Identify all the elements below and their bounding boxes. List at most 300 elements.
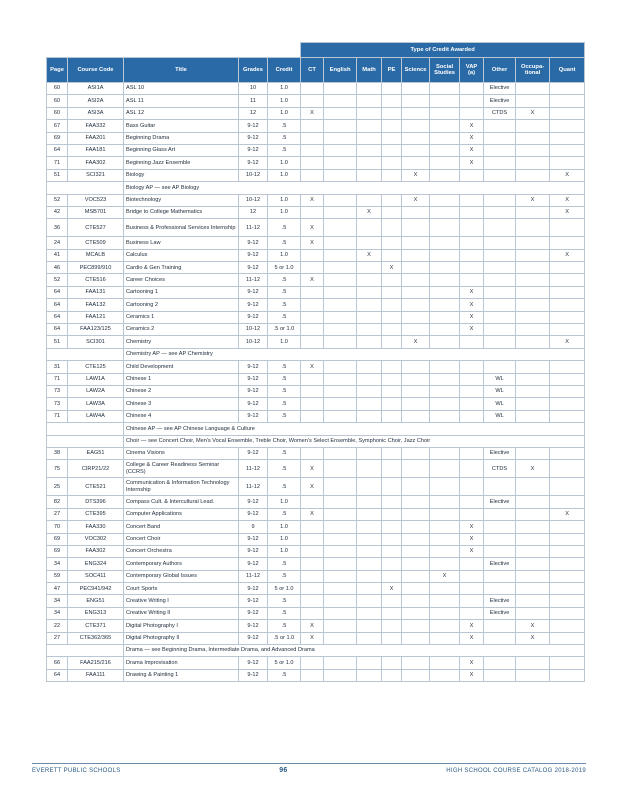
- table-cell: Cinema Visions: [124, 447, 239, 459]
- table-cell: [550, 669, 585, 681]
- table-cell: .5 or 1.0: [268, 324, 301, 336]
- table-cell: 1.0: [268, 206, 301, 218]
- table-cell: X: [301, 107, 324, 119]
- table-cell: [516, 570, 550, 582]
- table-cell: MSB701: [68, 206, 124, 218]
- table-cell: 70: [47, 521, 68, 533]
- table-cell: 9-12: [239, 286, 268, 298]
- table-cell: [382, 324, 402, 336]
- table-cell: 47: [47, 583, 68, 595]
- page-footer: [32, 767, 586, 774]
- table-cell: [382, 237, 402, 249]
- table-row: [47, 219, 585, 237]
- table-cell: ASL 11: [124, 95, 239, 107]
- table-cell: [430, 595, 460, 607]
- column-header: Page: [47, 58, 68, 83]
- table-cell: [382, 447, 402, 459]
- table-cell: [357, 299, 382, 311]
- table-row: [47, 583, 585, 595]
- table-cell: 51: [47, 336, 68, 348]
- table-cell: [402, 595, 430, 607]
- table-cell: [382, 144, 402, 156]
- table-cell: 60: [47, 95, 68, 107]
- table-cell: .5: [268, 595, 301, 607]
- table-cell: 9-12: [239, 132, 268, 144]
- table-cell: [324, 558, 357, 570]
- table-cell: [324, 478, 357, 496]
- table-cell: [402, 669, 430, 681]
- table-cell: [460, 95, 484, 107]
- table-cell: [324, 299, 357, 311]
- table-cell: ASI2A: [68, 95, 124, 107]
- table-cell: [402, 478, 430, 496]
- table-cell: [301, 169, 324, 181]
- table-cell: 73: [47, 385, 68, 397]
- table-cell: VOC523: [68, 194, 124, 206]
- table-cell: [550, 460, 585, 478]
- table-cell: [430, 669, 460, 681]
- table-cell: [484, 361, 516, 373]
- table-cell: [516, 169, 550, 181]
- table-cell: [430, 249, 460, 261]
- table-row: [47, 545, 585, 557]
- table-cell: [301, 206, 324, 218]
- table-cell: Contemporary Authors: [124, 558, 239, 570]
- table-cell: X: [460, 324, 484, 336]
- table-row: [47, 657, 585, 669]
- table-cell: [402, 460, 430, 478]
- table-cell: [357, 157, 382, 169]
- table-cell: [550, 607, 585, 619]
- table-cell: .5: [268, 311, 301, 323]
- table-cell: X: [460, 157, 484, 169]
- table-cell: 1.0: [268, 95, 301, 107]
- table-cell: [430, 83, 460, 95]
- table-cell: [516, 144, 550, 156]
- table-cell: 9-12: [239, 144, 268, 156]
- table-cell: [301, 521, 324, 533]
- table-cell: [430, 107, 460, 119]
- table-cell: [550, 219, 585, 237]
- column-header: Math: [357, 58, 382, 83]
- table-cell: .5: [268, 237, 301, 249]
- see-also-row: [47, 182, 585, 194]
- table-cell: [324, 132, 357, 144]
- table-row: [47, 169, 585, 181]
- table-cell: [550, 657, 585, 669]
- table-cell: Chinese 1: [124, 373, 239, 385]
- table-cell: 41: [47, 249, 68, 261]
- table-cell: [550, 361, 585, 373]
- table-cell: [550, 311, 585, 323]
- table-cell: [402, 219, 430, 237]
- table-cell: LAW2A: [68, 385, 124, 397]
- table-cell: Business Law: [124, 237, 239, 249]
- table-cell: [430, 373, 460, 385]
- table-cell: [484, 237, 516, 249]
- table-cell: [550, 157, 585, 169]
- table-cell: [357, 132, 382, 144]
- table-cell: [550, 570, 585, 582]
- table-cell: [301, 533, 324, 545]
- table-cell: [484, 169, 516, 181]
- table-cell: Beginning Jazz Ensemble: [124, 157, 239, 169]
- column-header: Science: [402, 58, 430, 83]
- table-cell: [357, 237, 382, 249]
- table-row: [47, 373, 585, 385]
- table-cell: Compass Cult. & Intercultural Lead.: [124, 496, 239, 508]
- table-cell: [324, 521, 357, 533]
- table-cell: X: [460, 632, 484, 644]
- table-cell: ENG313: [68, 607, 124, 619]
- table-cell: [430, 324, 460, 336]
- table-cell: CTE509: [68, 237, 124, 249]
- table-cell: [484, 478, 516, 496]
- table-cell: [324, 169, 357, 181]
- table-cell: X: [516, 632, 550, 644]
- table-cell: [382, 107, 402, 119]
- see-also-note: Chemistry AP — see AP Chemistry: [124, 348, 585, 360]
- table-cell: [484, 336, 516, 348]
- table-cell: [430, 385, 460, 397]
- table-cell: 64: [47, 286, 68, 298]
- table-cell: FAA332: [68, 120, 124, 132]
- table-cell: CTE371: [68, 620, 124, 632]
- table-cell: X: [460, 286, 484, 298]
- table-cell: [382, 95, 402, 107]
- table-cell: [484, 311, 516, 323]
- table-cell: [382, 398, 402, 410]
- table-cell: X: [382, 262, 402, 274]
- table-cell: [430, 521, 460, 533]
- table-cell: [516, 336, 550, 348]
- table-cell: Digital Photography I: [124, 620, 239, 632]
- table-cell: Elective: [484, 558, 516, 570]
- table-cell: .5: [268, 361, 301, 373]
- table-cell: [430, 508, 460, 520]
- table-cell: [357, 144, 382, 156]
- table-cell: [382, 669, 402, 681]
- see-also-row: [47, 435, 585, 447]
- table-cell: [460, 558, 484, 570]
- table-cell: X: [460, 657, 484, 669]
- table-cell: [550, 496, 585, 508]
- table-cell: WL: [484, 373, 516, 385]
- table-cell: 11-12: [239, 478, 268, 496]
- table-cell: ASI3A: [68, 107, 124, 119]
- table-cell: [516, 373, 550, 385]
- table-cell: 9-12: [239, 398, 268, 410]
- table-cell: [301, 496, 324, 508]
- table-cell: [460, 107, 484, 119]
- type-of-credit-header: Type of Credit Awarded: [301, 43, 585, 58]
- table-cell: [484, 521, 516, 533]
- column-header: Title: [124, 58, 239, 83]
- table-cell: 1.0: [268, 107, 301, 119]
- table-row: [47, 144, 585, 156]
- table-cell: [484, 194, 516, 206]
- table-cell: ENG324: [68, 558, 124, 570]
- table-cell: [430, 274, 460, 286]
- table-cell: 71: [47, 157, 68, 169]
- table-cell: [382, 508, 402, 520]
- table-cell: [324, 249, 357, 261]
- table-cell: [516, 120, 550, 132]
- table-cell: FAA131: [68, 286, 124, 298]
- table-cell: [516, 299, 550, 311]
- table-cell: [382, 132, 402, 144]
- table-cell: [484, 286, 516, 298]
- table-cell: [516, 311, 550, 323]
- table-row: [47, 274, 585, 286]
- table-cell: [301, 373, 324, 385]
- table-cell: [516, 558, 550, 570]
- table-cell: [550, 83, 585, 95]
- table-cell: [516, 249, 550, 261]
- table-cell: [550, 478, 585, 496]
- table-cell: [430, 95, 460, 107]
- table-cell: [550, 373, 585, 385]
- table-cell: .5: [268, 669, 301, 681]
- table-cell: [382, 249, 402, 261]
- table-cell: X: [301, 194, 324, 206]
- table-cell: .5: [268, 373, 301, 385]
- table-cell: [382, 169, 402, 181]
- see-also-note: Biology AP — see AP Biology: [124, 182, 585, 194]
- table-cell: [357, 620, 382, 632]
- table-cell: [382, 336, 402, 348]
- table-cell: [460, 398, 484, 410]
- table-cell: 69: [47, 132, 68, 144]
- table-cell: 1.0: [268, 521, 301, 533]
- table-cell: 11: [239, 95, 268, 107]
- table-cell: 36: [47, 219, 68, 237]
- table-cell: 9-12: [239, 669, 268, 681]
- table-cell: [324, 324, 357, 336]
- table-row: [47, 249, 585, 261]
- empty-cell: [47, 435, 124, 447]
- header-group-row: [47, 43, 585, 58]
- table-cell: 9-12: [239, 558, 268, 570]
- table-cell: .5: [268, 570, 301, 582]
- table-cell: [301, 607, 324, 619]
- table-cell: [484, 583, 516, 595]
- table-cell: X: [550, 508, 585, 520]
- table-cell: [382, 607, 402, 619]
- table-cell: [402, 120, 430, 132]
- table-cell: [324, 570, 357, 582]
- table-cell: [430, 219, 460, 237]
- table-cell: Chinese 2: [124, 385, 239, 397]
- table-cell: [357, 311, 382, 323]
- table-cell: 24: [47, 237, 68, 249]
- table-cell: [550, 521, 585, 533]
- table-cell: [324, 460, 357, 478]
- table-cell: [484, 508, 516, 520]
- table-cell: 71: [47, 410, 68, 422]
- table-cell: .5: [268, 132, 301, 144]
- table-cell: 9-12: [239, 533, 268, 545]
- table-cell: [324, 95, 357, 107]
- table-cell: [382, 570, 402, 582]
- table-cell: 9-12: [239, 299, 268, 311]
- table-cell: 10-12: [239, 336, 268, 348]
- column-header: Credit: [268, 58, 301, 83]
- table-cell: [484, 324, 516, 336]
- table-cell: [460, 249, 484, 261]
- table-row: [47, 157, 585, 169]
- table-cell: [324, 336, 357, 348]
- see-also-note: Drama — see Beginning Drama, Intermediate Drama, and Advanced Drama: [124, 645, 585, 657]
- table-cell: [301, 545, 324, 557]
- table-cell: FAA132: [68, 299, 124, 311]
- table-cell: CIRP21/22: [68, 460, 124, 478]
- table-cell: [382, 206, 402, 218]
- table-cell: .5: [268, 607, 301, 619]
- table-cell: .5: [268, 274, 301, 286]
- table-cell: SCI301: [68, 336, 124, 348]
- column-header: Occupa-tional: [516, 58, 550, 83]
- table-row: [47, 570, 585, 582]
- table-cell: [516, 669, 550, 681]
- table-row: [47, 120, 585, 132]
- table-cell: [382, 558, 402, 570]
- table-row: [47, 669, 585, 681]
- table-cell: [357, 107, 382, 119]
- table-row: [47, 460, 585, 478]
- table-cell: [430, 657, 460, 669]
- table-cell: 9: [239, 521, 268, 533]
- table-cell: Ceramics 2: [124, 324, 239, 336]
- table-cell: [324, 595, 357, 607]
- table-cell: [430, 120, 460, 132]
- table-cell: [357, 460, 382, 478]
- table-cell: [301, 398, 324, 410]
- table-cell: [324, 107, 357, 119]
- table-cell: [430, 262, 460, 274]
- table-cell: X: [402, 194, 430, 206]
- table-cell: [550, 545, 585, 557]
- table-cell: 27: [47, 508, 68, 520]
- table-row: [47, 299, 585, 311]
- table-cell: [357, 219, 382, 237]
- table-cell: [402, 373, 430, 385]
- table-cell: X: [430, 570, 460, 582]
- table-cell: Beginning Drama: [124, 132, 239, 144]
- table-cell: FAA201: [68, 132, 124, 144]
- table-cell: [357, 447, 382, 459]
- table-cell: PEC899/910: [68, 262, 124, 274]
- table-cell: X: [550, 169, 585, 181]
- table-cell: 1.0: [268, 194, 301, 206]
- table-cell: [460, 570, 484, 582]
- table-cell: Cardio & Gen Training: [124, 262, 239, 274]
- table-row: [47, 521, 585, 533]
- table-cell: 10-12: [239, 324, 268, 336]
- course-table: [46, 42, 585, 682]
- table-cell: 11-12: [239, 570, 268, 582]
- table-cell: [550, 558, 585, 570]
- table-cell: ASI1A: [68, 83, 124, 95]
- table-cell: [301, 262, 324, 274]
- table-cell: [382, 219, 402, 237]
- see-also-note: Chinese AP — see AP Chinese Language & Culture: [124, 423, 585, 435]
- table-cell: .5: [268, 398, 301, 410]
- table-cell: [357, 632, 382, 644]
- table-cell: 11-12: [239, 219, 268, 237]
- table-cell: 66: [47, 657, 68, 669]
- table-cell: [382, 410, 402, 422]
- table-cell: X: [460, 620, 484, 632]
- table-cell: [460, 206, 484, 218]
- header-blank: [47, 43, 301, 58]
- table-cell: Bridge to College Mathematics: [124, 206, 239, 218]
- table-cell: 69: [47, 533, 68, 545]
- table-cell: [484, 570, 516, 582]
- table-cell: [430, 336, 460, 348]
- table-cell: 64: [47, 299, 68, 311]
- table-cell: [382, 496, 402, 508]
- table-cell: FAA215/216: [68, 657, 124, 669]
- table-cell: College & Career Readiness Seminar (CCRS): [124, 460, 239, 478]
- table-cell: 9-12: [239, 447, 268, 459]
- table-cell: [516, 83, 550, 95]
- table-cell: 11-12: [239, 460, 268, 478]
- table-cell: [324, 286, 357, 298]
- table-cell: [430, 447, 460, 459]
- table-cell: [324, 274, 357, 286]
- table-cell: [550, 95, 585, 107]
- table-cell: 60: [47, 107, 68, 119]
- table-cell: 60: [47, 83, 68, 95]
- table-cell: .5: [268, 286, 301, 298]
- table-cell: [301, 595, 324, 607]
- table-cell: X: [460, 299, 484, 311]
- table-cell: FAA123/125: [68, 324, 124, 336]
- table-row: [47, 632, 585, 644]
- table-cell: [430, 286, 460, 298]
- table-cell: [550, 120, 585, 132]
- table-cell: [484, 120, 516, 132]
- table-cell: Ceramics 1: [124, 311, 239, 323]
- table-cell: [402, 299, 430, 311]
- table-cell: 38: [47, 447, 68, 459]
- table-cell: [516, 410, 550, 422]
- table-cell: [402, 262, 430, 274]
- table-cell: [430, 194, 460, 206]
- table-cell: [324, 194, 357, 206]
- table-cell: [460, 83, 484, 95]
- table-cell: [382, 286, 402, 298]
- table-cell: [357, 373, 382, 385]
- table-cell: [430, 496, 460, 508]
- table-cell: Court Sports: [124, 583, 239, 595]
- empty-cell: [47, 645, 124, 657]
- table-cell: 64: [47, 324, 68, 336]
- table-cell: Elective: [484, 595, 516, 607]
- table-cell: [402, 496, 430, 508]
- table-cell: [324, 237, 357, 249]
- table-cell: [402, 607, 430, 619]
- page-number: 96: [279, 767, 288, 774]
- table-cell: [484, 632, 516, 644]
- table-cell: [301, 286, 324, 298]
- table-cell: [357, 83, 382, 95]
- empty-cell: [47, 348, 124, 360]
- table-cell: [324, 508, 357, 520]
- table-cell: 1.0: [268, 533, 301, 545]
- table-cell: [301, 385, 324, 397]
